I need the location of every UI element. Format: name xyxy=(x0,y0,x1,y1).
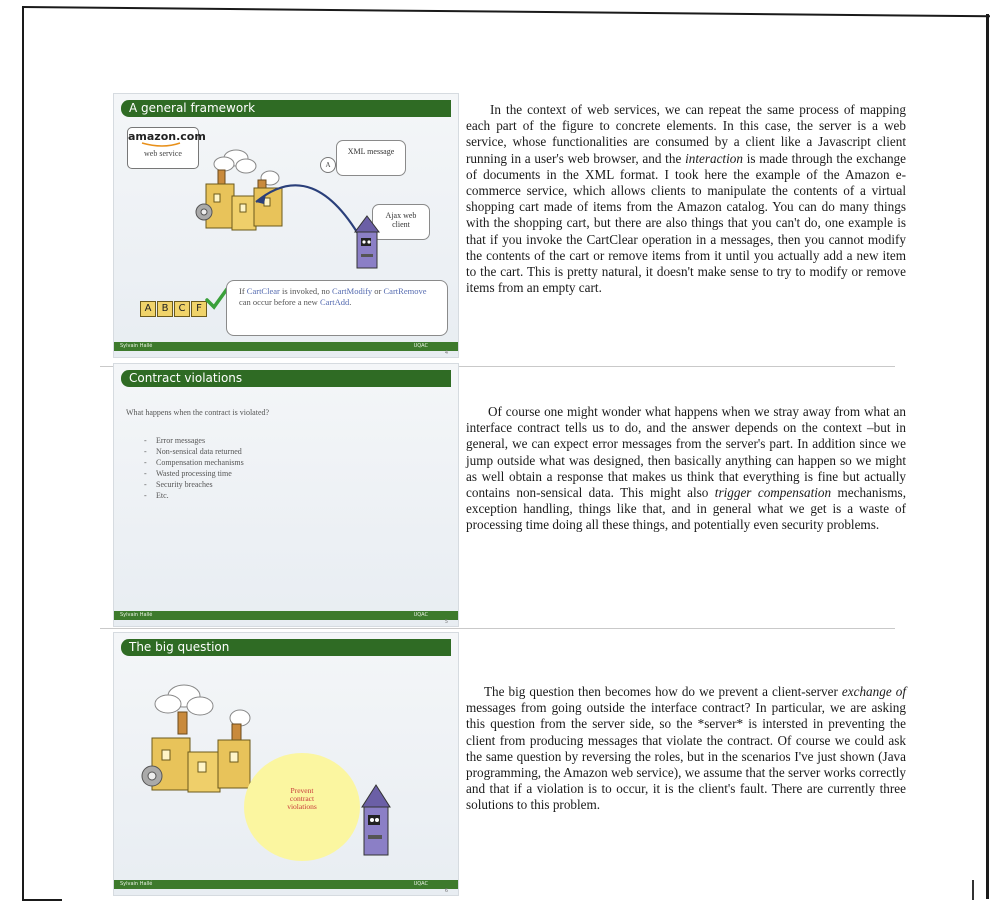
ajax-client-bubble: Ajax web client xyxy=(372,204,430,240)
list-item: - Security breaches xyxy=(144,479,244,490)
slide-footer xyxy=(114,880,458,889)
list-item: - Compensation mechanisms xyxy=(144,457,244,468)
slide-number: 4 xyxy=(444,350,448,356)
section-separator xyxy=(100,628,895,629)
list-item: - Non-sensical data returned xyxy=(144,446,244,457)
footer-author: Sylvain Hallé xyxy=(120,612,153,618)
page-border-bottom xyxy=(22,899,62,901)
page-border-left xyxy=(22,6,24,901)
list-item: - Wasted processing time xyxy=(144,468,244,479)
page-border-top xyxy=(22,6,990,17)
slide-general-framework xyxy=(113,93,459,358)
block: A xyxy=(140,301,156,317)
slide-number: 6 xyxy=(444,888,448,894)
slide-number: 5 xyxy=(444,619,448,625)
footer-institution: UQAC xyxy=(413,612,428,618)
page-mark xyxy=(972,880,974,900)
xml-message-bubble: XML message xyxy=(336,140,406,176)
footer-author: Sylvain Hallé xyxy=(120,881,153,887)
slide-contract-violations xyxy=(113,363,459,627)
footer-author: Sylvain Hallé xyxy=(120,343,153,349)
callout-text: If CartClear is invoked, no CartModify or CartRemove can occur before a new CartAdd. xyxy=(239,286,427,307)
prevent-violations-circle xyxy=(244,753,360,861)
block: B xyxy=(157,301,173,317)
amazon-logo: amazon.com xyxy=(128,130,206,143)
slide-big-question xyxy=(113,632,459,896)
violation-list xyxy=(144,435,244,501)
block: F xyxy=(191,301,207,317)
client-tower-icon xyxy=(354,783,398,863)
slide-footer xyxy=(114,342,458,351)
paragraph-web-services: In the context of web services, we can repeat the same process of mapping each part of the figure to concrete elements. In this case, the server is a web service, whose functionalities are consumed by a client like a Javascript client running in a user's web browser, and the interaction is made through the exchange of documents in the XML format. I took here the example of the Amazon e-commerce service, which allows clients to manipulate the contents of a virtual shopping cart made of items from the Amazon catalog. You can do many things with the shopping cart, but there are also things that you can't do, one example is that if you invoke the CartClear operation in a messages, then you cannot modify the contents of the cart or remove items from it until you actually add a new item to the cart. This is pretty natural, it doesn't make sense to try to modify or remove items from an empty cart. xyxy=(466,102,907,296)
slide-title: A general framework xyxy=(121,100,451,117)
circle-text: Prevent contract violations xyxy=(287,786,317,811)
slide-title: The big question xyxy=(121,639,451,656)
constraint-callout xyxy=(226,280,448,336)
client-tower-icon xyxy=(347,214,387,274)
slide-question: What happens when the contract is violated? xyxy=(126,408,270,417)
list-item: - Etc. xyxy=(144,490,244,501)
page-border-right xyxy=(986,14,989,899)
list-item: - Error messages xyxy=(144,435,244,446)
slide-title: Contract violations xyxy=(121,370,451,387)
block: C xyxy=(174,301,190,317)
message-a-circle: A xyxy=(320,157,336,173)
paragraph-big-question: The big question then becomes how do we prevent a client-server exchange of messages from going outside the interface contract? In particular, we are asking this question from the server side, so the *server* is intersted in preventing the client from producing messages that violate the contract. Of course we could ask the same question by reversing the roles, but in the scenarios I've just shown (Java programming, the Amazon web service), we assume that the server works correctly and that if a violation is to occur, it is the client's fault. There are currently three solutions to this problem. xyxy=(466,684,906,813)
logo-caption: web service xyxy=(144,149,182,158)
letter-blocks xyxy=(140,298,207,314)
slide-footer xyxy=(114,611,458,620)
footer-institution: UQAC xyxy=(413,881,428,887)
footer-institution: UQAC xyxy=(413,343,428,349)
paragraph-contract-violations: Of course one might wonder what happens when we stray away from what an interface contract tells us to do, and the answer depends on the context –but in general, we can expect error messages from the server's part. In addition since we jump outside what was designed, then basically anything can happen so we might as well obtain a response that makes us think that everything is fine but actually contains non-sensical data. This might also trigger compensation mechanisms, exception handling, things like that, and in general what we get is a waste of processing time doing all these things, and potentially even security problems. xyxy=(466,404,906,533)
